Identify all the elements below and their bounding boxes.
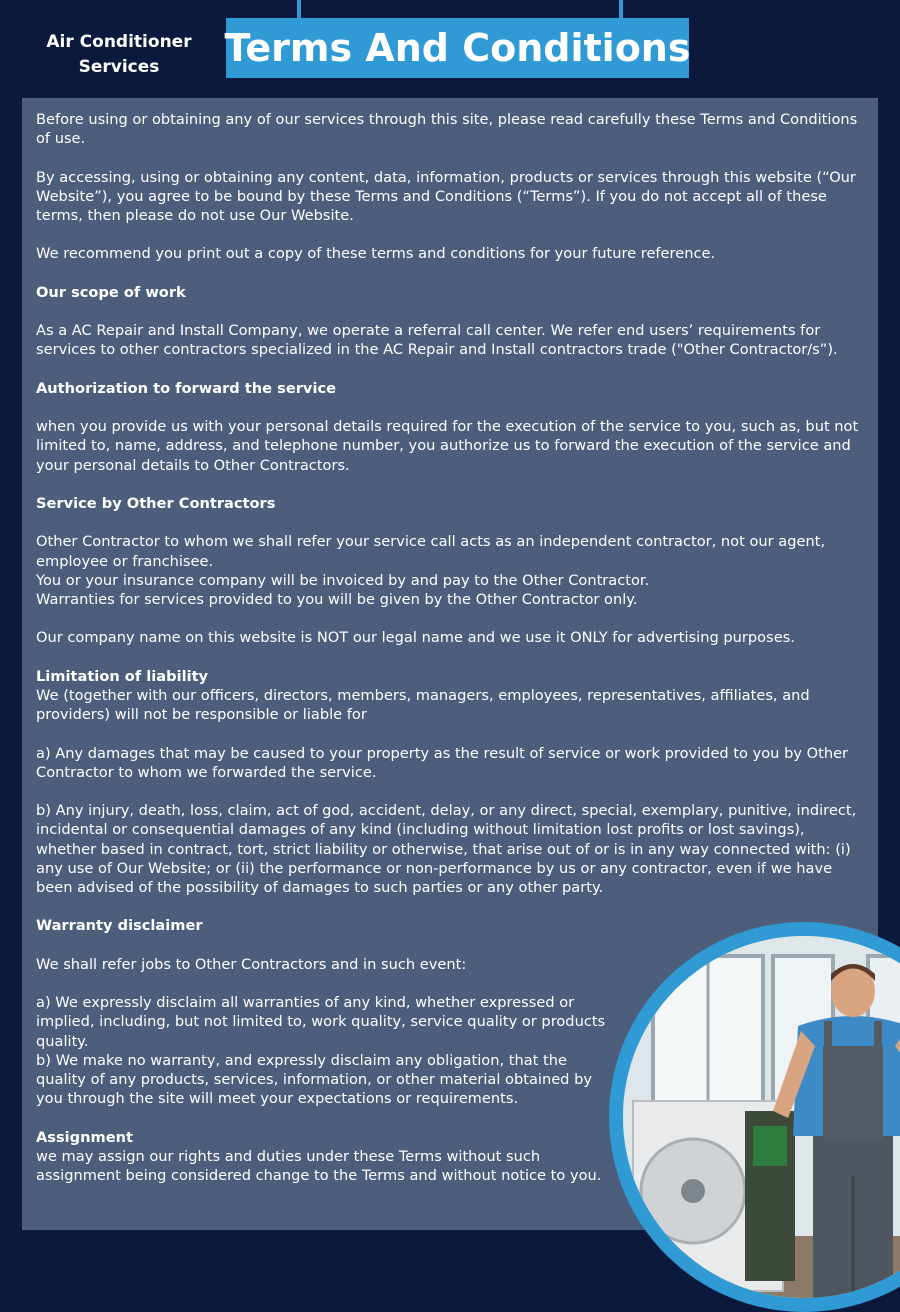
recommend-paragraph: We recommend you print out a copy of these terms and conditions for your future reference. (36, 245, 716, 263)
liability-heading: Limitation of liability (36, 667, 209, 685)
liability-item-a: a) Any damages that may be caused to your property as the result of service or work provided to you by Other Contractor to whom we forwarded the service. (36, 744, 849, 781)
warranty-heading: Warranty disclaimer (36, 917, 203, 935)
title-banner (226, 18, 689, 78)
liability-paragraph: We (together with our officers, directors, members, managers, employees, representatives, affiliates, and providers) will not be responsible or liable for (36, 686, 810, 724)
accessing-paragraph: By accessing, using or obtaining any content, data, information, products or services through this website (“Our Website”), you agree to be bound by these Terms and Conditions (“Terms”). If you do not accept all of these terms, then please do not use Our Website. (36, 168, 856, 224)
brand-logo-text (38, 30, 200, 80)
intro-paragraph: Before using or obtaining any of our services through this site, please read carefully these Terms and Conditions of use. (36, 111, 858, 148)
brand-line-1: Air Conditioner (46, 32, 192, 52)
assignment-paragraph: we may assign our rights and duties under these Terms without such assignment being considered change to the Terms and without notice to you. (36, 1147, 602, 1184)
warranty-item-b: b) We make no warranty, and expressly disclaim any obligation, that the quality of any products, services, information, or other material obtained by you through the site will meet your expectations or requirements. (36, 1051, 592, 1108)
company-name-paragraph: Our company name on this website is NOT our legal name and we use it ONLY for advertising purposes. (36, 629, 795, 647)
scope-heading: Our scope of work (36, 283, 186, 301)
service-line-2: You or your insurance company will be invoiced by and pay to the Other Contractor. (36, 571, 650, 589)
page-title: Terms And Conditions (224, 26, 691, 70)
scope-paragraph: As a AC Repair and Install Company, we operate a referral call center. We refer end users’ requirements for services to other contractors specialized in the AC Repair and Install contractors trade ("Other Contractor/s”). (36, 322, 838, 359)
warranty-paragraph: We shall refer jobs to Other Contractors and in such event: (36, 955, 467, 973)
authorization-heading: Authorization to forward the service (36, 379, 336, 397)
authorization-paragraph: when you provide us with your personal details required for the execution of the service to you, such as, but not limited to, name, address, and telephone number, you authorize us to forward the execution of the service and your personal details to Other Contractors. (36, 418, 859, 474)
service-heading: Service by Other Contractors (36, 494, 276, 512)
assignment-heading: Assignment (36, 1128, 133, 1146)
warranty-item-a: a) We expressly disclaim all warranties of any kind, whether expressed or implied, including, but not limited to, work quality, service quality or products quality. (36, 994, 606, 1050)
service-line-3: Warranties for services provided to you will be given by the Other Contractor only. (36, 590, 638, 608)
banner-hanger-left (297, 0, 301, 20)
liability-item-b: b) Any injury, death, loss, claim, act of god, accident, delay, or any direct, special, exemplary, punitive, indirect, incidental or consequential damages of any kind (including without limitation lost profits or lost savings), whether based in contract, tort, strict liability or otherwise, that arise out of or is in any way connected with: (i) any use of Our Website; or (ii) the performance or non-performance by us or any contractor, even if we have been advised of the possibility of damages to such parties or any other party. (36, 802, 857, 896)
banner-hanger-right (619, 0, 623, 20)
brand-line-2: Services (78, 57, 160, 77)
service-line-1: Other Contractor to whom we shall refer your service call acts as an independent contractor, not our agent, employee or franchisee. (36, 533, 826, 570)
technician-photo-icon (623, 936, 900, 1298)
